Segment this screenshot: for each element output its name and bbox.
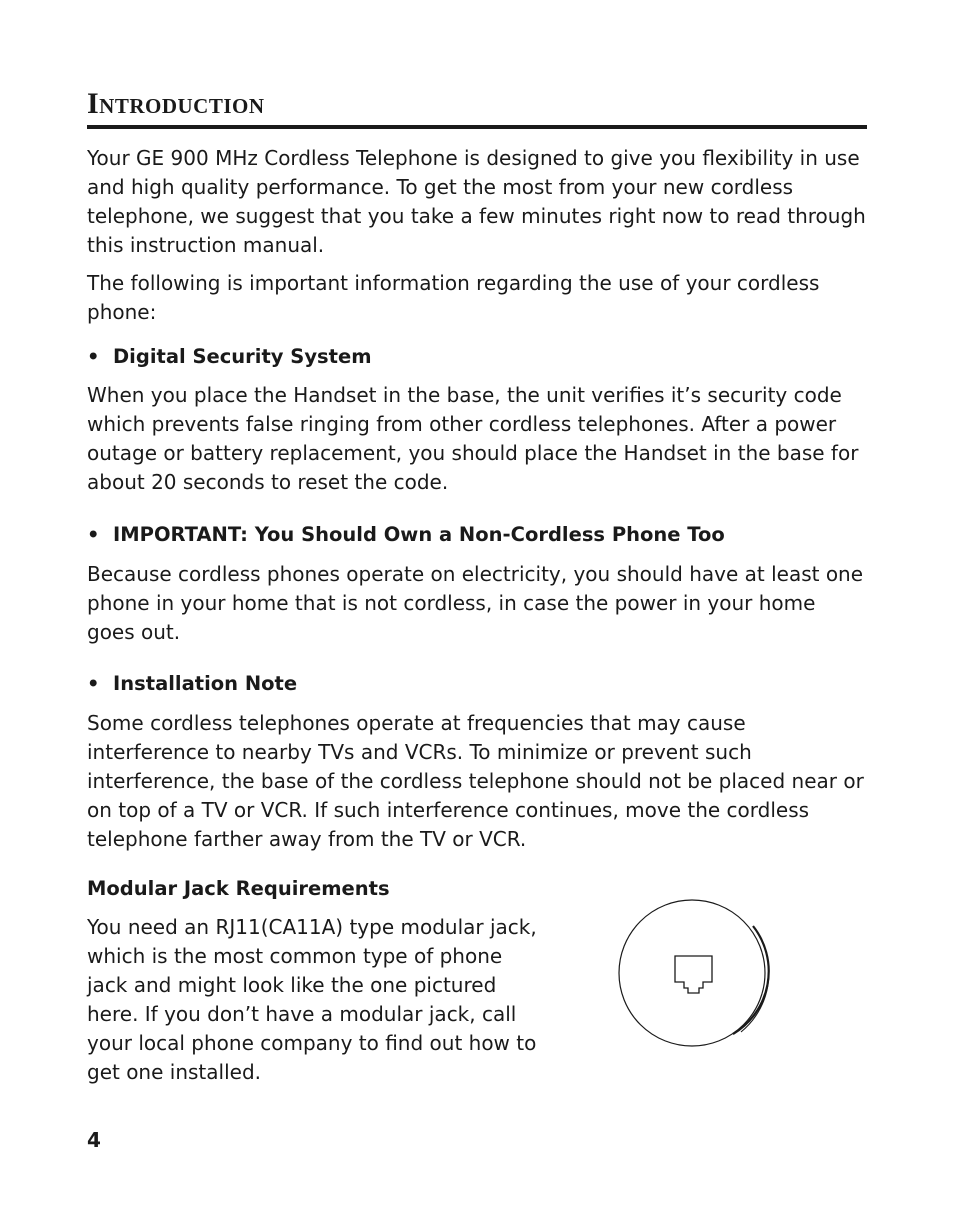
bullet-heading-text: Digital Security System — [113, 345, 372, 368]
bullet-heading-digital-security — [87, 344, 372, 370]
bullet-heading-important — [87, 522, 725, 548]
bullet-heading-text: IMPORTANT: You Should Own a Non-Cordless Phone Too — [113, 523, 725, 546]
modular-jack-heading: Modular Jack Requirements — [87, 877, 390, 900]
page-title: Introduction — [87, 87, 265, 120]
modular-jack-paragraph: You need an RJ11(CA11A) type modular jack, which is the most common type of phone jack and might look like the one pictured here. If you don’t have a modular jack, call your local phone company to find out how to get one installed. — [87, 915, 537, 1084]
title-underline-rule — [87, 125, 867, 129]
bullet-symbol: • — [87, 672, 100, 695]
non-cordless-paragraph: Because cordless phones operate on electricity, you should have at least one phone in your home that is not cordless, in case the power in your home goes out. — [87, 562, 864, 644]
intro-paragraph: Your GE 900 MHz Cordless Telephone is designed to give you flexibility in use and high quality performance. To get the most from your new cordless telephone, we suggest that you take a few minutes right now to read through this instruction manual. — [87, 146, 866, 257]
bullet-heading-text: Installation Note — [113, 672, 298, 695]
bullet-heading-installation-note — [87, 671, 297, 697]
digital-security-paragraph: When you place the Handset in the base, the unit verifies it’s security code which prevents false ringing from other cordless telephones. After a power outage or battery replacement, you should place the Handset in the base for about 20 seconds to reset the code. — [87, 383, 859, 494]
modular-phone-jack-icon — [617, 898, 773, 1054]
info-paragraph: The following is important information regarding the use of your cordless phone: — [87, 271, 820, 324]
bullet-symbol: • — [87, 523, 100, 546]
page-number: 4 — [87, 1128, 101, 1152]
bullet-symbol: • — [87, 345, 100, 368]
installation-note-paragraph: Some cordless telephones operate at frequencies that may cause interference to nearby TVs and VCRs. To minimize or prevent such interference, the base of the cordless telephone should not be placed near or on top of a TV or VCR. If such interference continues, move the cordless telephone farther away from the TV or VCR. — [87, 711, 864, 851]
